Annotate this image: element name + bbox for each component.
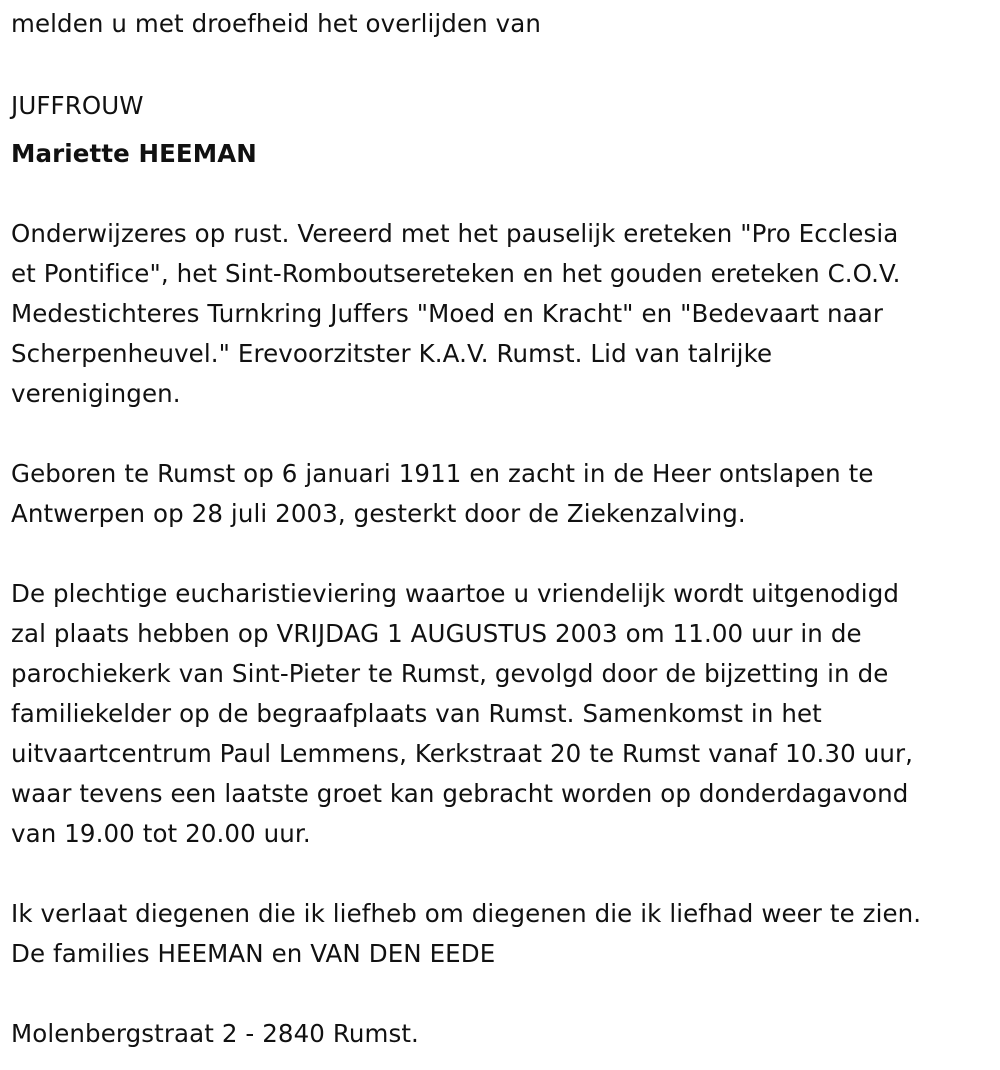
families-line: De families HEEMAN en VAN DEN EEDE [11, 939, 496, 968]
address-line: Molenbergstraat 2 - 2840 Rumst. [11, 1019, 419, 1048]
service-line: zal plaats hebben op VRIJDAG 1 AUGUSTUS 2003 om 11.00 uur in de [11, 619, 862, 648]
deceased-name: Mariette HEEMAN [11, 139, 257, 168]
intro-text: melden u met droefheid het overlijden van [11, 9, 541, 38]
service-line: parochiekerk van Sint-Pieter te Rumst, gevolgd door de bijzetting in de [11, 659, 889, 688]
honorific: JUFFROUW [11, 91, 144, 120]
service-line: uitvaartcentrum Paul Lemmens, Kerkstraat 20 te Rumst vanaf 10.30 uur, [11, 739, 914, 768]
biography-line: Medestichteres Turnkring Juffers "Moed en Kracht" en "Bedevaart naar [11, 299, 884, 328]
service-line: waar tevens een laatste groet kan gebracht worden op donderdagavond [11, 779, 909, 808]
closing-quote: Ik verlaat diegenen die ik liefheb om diegenen die ik liefhad weer te zien. [11, 899, 922, 928]
service-line: van 19.00 tot 20.00 uur. [11, 819, 311, 848]
birth-death-line: Geboren te Rumst op 6 januari 1911 en zacht in de Heer ontslapen te [11, 459, 874, 488]
biography-line: et Pontifice", het Sint-Romboutsereteken en het gouden ereteken C.O.V. [11, 259, 901, 288]
service-line: familiekelder op de begraafplaats van Rumst. Samenkomst in het [11, 699, 822, 728]
biography-line: verenigingen. [11, 379, 181, 408]
biography-line: Scherpenheuvel." Erevoorzitster K.A.V. Rumst. Lid van talrijke [11, 339, 773, 368]
biography-line: Onderwijzeres op rust. Vereerd met het pauselijk ereteken "Pro Ecclesia [11, 219, 899, 248]
service-line: De plechtige eucharistieviering waartoe u vriendelijk wordt uitgenodigd [11, 579, 900, 608]
birth-death-line: Antwerpen op 28 juli 2003, gesterkt door de Ziekenzalving. [11, 499, 746, 528]
